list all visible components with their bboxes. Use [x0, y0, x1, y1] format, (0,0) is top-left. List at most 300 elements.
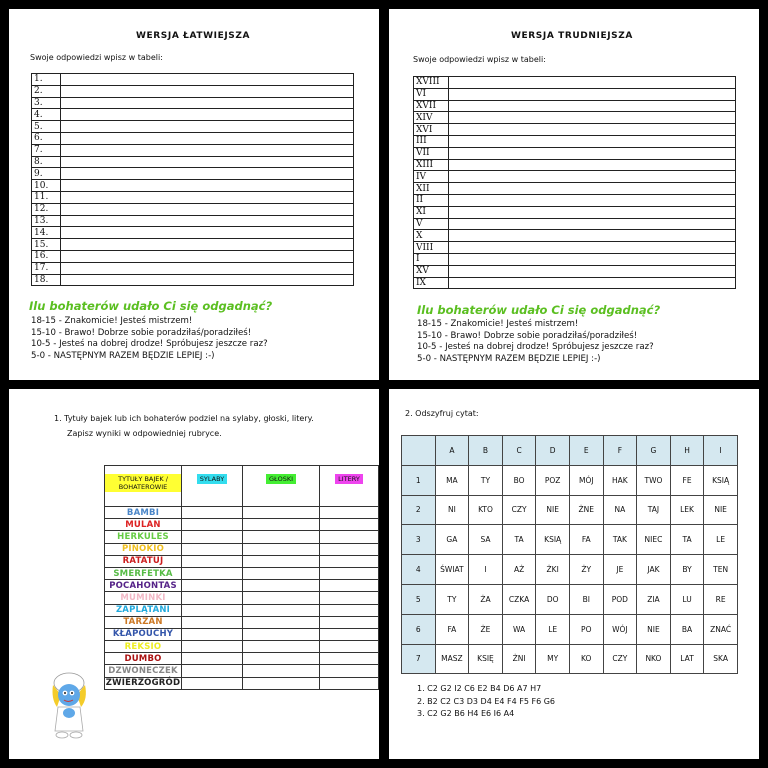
code-line: 1. C2 G2 I2 C6 E2 B4 D6 A7 H7: [417, 684, 542, 693]
letters-cell[interactable]: [320, 555, 379, 567]
hard-answer-row: [414, 206, 736, 218]
cipher-cell: WÓJ: [603, 614, 637, 644]
row-number: XII: [414, 183, 449, 195]
syllables-cell[interactable]: [182, 592, 243, 604]
letters-cell[interactable]: [320, 616, 379, 628]
phonemes-cell[interactable]: [243, 677, 320, 689]
hard-answer-row: [414, 194, 736, 206]
cipher-column-label: E: [569, 436, 603, 466]
cipher-column-label: I: [704, 436, 738, 466]
cipher-row-label: 4: [402, 555, 436, 585]
hard-version-panel: [389, 9, 759, 380]
cipher-cell: BY: [670, 555, 704, 585]
cipher-cell: TY: [469, 465, 503, 495]
easy-answer-row: [32, 144, 354, 156]
cipher-cell: TA: [670, 525, 704, 555]
title-row: [105, 543, 379, 555]
syllables-task-panel: [9, 389, 379, 759]
title-name: HERKULES: [117, 531, 169, 542]
cipher-cell: POD: [603, 584, 637, 614]
answer-cell[interactable]: [61, 109, 354, 121]
easy-instruction: Swoje odpowiedzi wpisz w tabeli:: [30, 53, 163, 62]
cipher-row-label: 2: [402, 495, 436, 525]
easy-answer-row: [32, 156, 354, 168]
hard-answer-row: [414, 124, 736, 136]
cipher-row: [402, 644, 738, 674]
phonemes-cell[interactable]: [243, 592, 320, 604]
title-row: [105, 519, 379, 531]
cipher-column-label: D: [536, 436, 570, 466]
cipher-row: [402, 584, 738, 614]
hard-answer-row: [414, 159, 736, 171]
syllables-cell[interactable]: [182, 653, 243, 665]
cipher-cell: FA: [569, 525, 603, 555]
row-number: 8.: [32, 156, 61, 168]
row-number: 16.: [32, 250, 61, 262]
cipher-row-label: 1: [402, 465, 436, 495]
syllables-cell[interactable]: [182, 543, 243, 555]
header-cell: [320, 466, 379, 507]
answer-cell[interactable]: [449, 159, 736, 171]
code-line: 2. B2 C2 C3 D3 D4 E4 F4 F5 F6 G6: [417, 696, 555, 706]
syllables-cell[interactable]: [182, 641, 243, 653]
cipher-cell: SA: [469, 525, 503, 555]
phonemes-cell[interactable]: [243, 653, 320, 665]
phonemes-cell[interactable]: [243, 616, 320, 628]
cipher-row: [402, 555, 738, 585]
cipher-cell: NIE: [637, 614, 671, 644]
cipher-codes: [417, 683, 555, 721]
letters-cell[interactable]: [320, 641, 379, 653]
phonemes-cell[interactable]: [243, 531, 320, 543]
title-row: [105, 665, 379, 677]
cipher-cell: NIE: [536, 495, 570, 525]
cipher-cell: ŻE: [469, 614, 503, 644]
syllables-cell[interactable]: [182, 555, 243, 567]
title-name: BAMBI: [126, 507, 160, 518]
hard-answer-row: [414, 88, 736, 100]
answer-cell[interactable]: [61, 191, 354, 203]
row-number: III: [414, 135, 449, 147]
syllables-cell[interactable]: [182, 604, 243, 616]
title-row: [105, 641, 379, 653]
cipher-cell: BA: [670, 614, 704, 644]
letters-cell[interactable]: [320, 653, 379, 665]
header-syllables: SYLABY: [197, 474, 227, 484]
cipher-cell: LE: [536, 614, 570, 644]
cipher-cell: MASZ: [435, 644, 469, 674]
hard-answer-row: [414, 242, 736, 254]
cipher-cell: LE: [704, 525, 738, 555]
hard-answer-row: [414, 100, 736, 112]
answer-cell[interactable]: [449, 206, 736, 218]
title-cell: [105, 665, 182, 677]
phonemes-cell[interactable]: [243, 604, 320, 616]
answer-cell[interactable]: [449, 218, 736, 230]
row-number: 7.: [32, 144, 61, 156]
cipher-cell: WA: [502, 614, 536, 644]
row-number: 3.: [32, 97, 61, 109]
answer-cell[interactable]: [449, 135, 736, 147]
letters-cell[interactable]: [320, 604, 379, 616]
cipher-row-label: 5: [402, 584, 436, 614]
cipher-cell: MÓJ: [569, 465, 603, 495]
letters-cell[interactable]: [320, 665, 379, 677]
phonemes-cell[interactable]: [243, 665, 320, 677]
answer-cell[interactable]: [449, 124, 736, 136]
easy-answer-row: [32, 97, 354, 109]
answer-cell[interactable]: [61, 74, 354, 86]
hard-answer-row: [414, 147, 736, 159]
phonemes-cell[interactable]: [243, 555, 320, 567]
letters-cell[interactable]: [320, 592, 379, 604]
cipher-cell: PO: [569, 614, 603, 644]
title-cell: [105, 677, 182, 689]
phonemes-cell[interactable]: [243, 543, 320, 555]
answer-cell[interactable]: [61, 121, 354, 133]
easy-answer-row: [32, 262, 354, 274]
letters-cell[interactable]: [320, 677, 379, 689]
cipher-column-label: B: [469, 436, 503, 466]
cipher-title: 2. Odszyfruj cytat:: [405, 409, 479, 418]
row-number: 1.: [32, 74, 61, 86]
hard-answer-row: [414, 218, 736, 230]
cipher-cell: MY: [536, 644, 570, 674]
row-number: XIII: [414, 159, 449, 171]
cipher-cell: FE: [670, 465, 704, 495]
cipher-row-label: 3: [402, 525, 436, 555]
title-row: [105, 567, 379, 579]
row-number: II: [414, 194, 449, 206]
answer-cell[interactable]: [61, 215, 354, 227]
title-cell: [105, 641, 182, 653]
title-cell: [105, 604, 182, 616]
cipher-cell: TY: [435, 584, 469, 614]
title-name: SMERFETKA: [113, 568, 173, 579]
syllables-cell[interactable]: [182, 580, 243, 592]
cipher-cell: KSIĄ: [536, 525, 570, 555]
phonemes-cell[interactable]: [243, 628, 320, 640]
cipher-column-label: F: [603, 436, 637, 466]
title-row: [105, 507, 379, 519]
easy-answer-row: [32, 109, 354, 121]
row-number: IX: [414, 277, 449, 289]
title-row: [105, 677, 379, 689]
row-number: 15.: [32, 239, 61, 251]
letters-cell[interactable]: [320, 567, 379, 579]
hard-instruction: Swoje odpowiedzi wpisz w tabeli:: [413, 55, 546, 64]
answer-cell[interactable]: [61, 250, 354, 262]
hard-answer-row: [414, 265, 736, 277]
syllables-cell[interactable]: [182, 519, 243, 531]
row-number: XVII: [414, 100, 449, 112]
syllables-cell[interactable]: [182, 616, 243, 628]
answer-cell[interactable]: [61, 97, 354, 109]
code-line: 3. C2 G2 B6 H4 E6 I6 A4: [417, 709, 515, 718]
row-number: XV: [414, 265, 449, 277]
row-number: I: [414, 253, 449, 265]
cipher-row-label: 6: [402, 614, 436, 644]
cipher-row: [402, 614, 738, 644]
title-row: [105, 580, 379, 592]
cipher-cell: JE: [603, 555, 637, 585]
header-titles: TYTUŁY BAJEK / BOHATEROWIE: [105, 474, 181, 492]
cipher-column-label: G: [637, 436, 671, 466]
title-row: [105, 531, 379, 543]
answer-cell[interactable]: [61, 262, 354, 274]
easy-score-list: [31, 316, 268, 362]
cipher-cell: POZ: [536, 465, 570, 495]
score-line: 10-5 - Jesteś na dobrej drodze! Spróbujesz jeszcze raz?: [417, 342, 654, 352]
hard-answer-row: [414, 183, 736, 195]
title-name: DZWONECZEK: [108, 666, 178, 677]
hard-answer-row: [414, 112, 736, 124]
letters-cell[interactable]: [320, 507, 379, 519]
hard-answer-row: [414, 135, 736, 147]
row-number: 2.: [32, 85, 61, 97]
score-line: 5-0 - NASTĘPNYM RAZEM BĘDZIE LEPIEJ :-): [31, 350, 215, 361]
easy-answer-table: [31, 73, 354, 286]
answer-cell[interactable]: [449, 183, 736, 195]
title-cell: [105, 592, 182, 604]
answer-cell[interactable]: [61, 239, 354, 251]
title-row: [105, 653, 379, 665]
title-name: MUMINKI: [120, 592, 166, 603]
answer-cell[interactable]: [61, 144, 354, 156]
score-line: 10-5 - Jesteś na dobrej drodze! Spróbujesz jeszcze raz?: [31, 339, 268, 349]
cipher-cell: NIEC: [637, 525, 671, 555]
score-line: 5-0 - NASTĘPNYM RAZEM BĘDZIE LEPIEJ :-): [417, 353, 601, 364]
answer-cell[interactable]: [61, 85, 354, 97]
syllables-cell[interactable]: [182, 677, 243, 689]
answer-cell[interactable]: [449, 147, 736, 159]
cipher-cell: ŻKI: [536, 555, 570, 585]
phonemes-cell[interactable]: [243, 580, 320, 592]
row-number: 5.: [32, 121, 61, 133]
task-line-1: 1. Tytuły bajek lub ich bohaterów podziel na sylaby, głoski, litery.: [54, 414, 314, 423]
cipher-cell: ŻNE: [569, 495, 603, 525]
cipher-cell: TEN: [704, 555, 738, 585]
hard-title: WERSJA TRUDNIEJSZA: [511, 31, 633, 41]
cipher-cell: LAT: [670, 644, 704, 674]
answer-cell[interactable]: [449, 253, 736, 265]
title-cell: [105, 531, 182, 543]
cipher-cell: KO: [569, 644, 603, 674]
row-number: VI: [414, 88, 449, 100]
cipher-column-label: A: [435, 436, 469, 466]
cipher-cell: ZNAĆ: [704, 614, 738, 644]
row-number: 18.: [32, 274, 61, 286]
task-instruction: [54, 411, 314, 441]
cipher-cell: TAK: [603, 525, 637, 555]
title-cell: [105, 555, 182, 567]
cipher-corner: [402, 436, 436, 466]
syllables-cell[interactable]: [182, 531, 243, 543]
answer-cell[interactable]: [449, 194, 736, 206]
easy-answer-row: [32, 74, 354, 86]
row-number: 12.: [32, 203, 61, 215]
hard-answer-row: [414, 171, 736, 183]
hard-answer-row: [414, 230, 736, 242]
title-cell: [105, 580, 182, 592]
row-number: X: [414, 230, 449, 242]
easy-answer-row: [32, 180, 354, 192]
row-number: 10.: [32, 180, 61, 192]
phonemes-cell[interactable]: [243, 507, 320, 519]
answer-cell[interactable]: [449, 171, 736, 183]
title-cell: [105, 616, 182, 628]
header-cell: [105, 466, 182, 507]
row-number: XI: [414, 206, 449, 218]
hard-score-question: Ilu bohaterów udało Ci się odgadnąć?: [417, 303, 661, 317]
cipher-cell: CZY: [603, 644, 637, 674]
answer-cell[interactable]: [61, 132, 354, 144]
cipher-panel: [389, 389, 759, 759]
answer-cell[interactable]: [449, 77, 736, 89]
easy-answer-row: [32, 274, 354, 286]
title-name: DUMBO: [124, 653, 162, 664]
row-number: V: [414, 218, 449, 230]
cipher-header-row: [402, 436, 738, 466]
title-name: MULAN: [125, 519, 161, 530]
answer-cell[interactable]: [61, 156, 354, 168]
syllables-cell[interactable]: [182, 507, 243, 519]
cipher-column-label: H: [670, 436, 704, 466]
answer-cell[interactable]: [61, 227, 354, 239]
answer-cell[interactable]: [61, 168, 354, 180]
row-number: IV: [414, 171, 449, 183]
header-phonemes: GŁOSKI: [266, 474, 296, 484]
cipher-cell: KSIĄ: [704, 465, 738, 495]
cipher-cell: DO: [536, 584, 570, 614]
easy-answer-row: [32, 250, 354, 262]
answer-cell[interactable]: [449, 277, 736, 289]
title-name: ZAPLĄTANI: [115, 605, 171, 616]
hard-answer-row: [414, 253, 736, 265]
syllables-cell[interactable]: [182, 567, 243, 579]
phonemes-cell[interactable]: [243, 567, 320, 579]
cipher-row: [402, 495, 738, 525]
easy-version-panel: [9, 9, 379, 380]
cipher-cell: FA: [435, 614, 469, 644]
title-cell: [105, 507, 182, 519]
cipher-cell: JAK: [637, 555, 671, 585]
title-row: [105, 616, 379, 628]
row-number: 13.: [32, 215, 61, 227]
row-number: 17.: [32, 262, 61, 274]
syllables-cell[interactable]: [182, 665, 243, 677]
row-number: VII: [414, 147, 449, 159]
letters-cell[interactable]: [320, 628, 379, 640]
title-cell: [105, 628, 182, 640]
cipher-cell: ŻA: [469, 584, 503, 614]
hard-answer-row: [414, 77, 736, 89]
cipher-cell: ŻY: [569, 555, 603, 585]
cipher-cell: TAJ: [637, 495, 671, 525]
smurfette-illustration: [45, 665, 89, 745]
cipher-cell: ŻNI: [502, 644, 536, 674]
answer-cell[interactable]: [449, 100, 736, 112]
title-name: PINOKIO: [121, 544, 165, 555]
hard-answer-row: [414, 277, 736, 289]
title-cell: [105, 567, 182, 579]
easy-answer-row: [32, 215, 354, 227]
letters-cell[interactable]: [320, 531, 379, 543]
cipher-cell: NA: [603, 495, 637, 525]
answer-cell[interactable]: [449, 242, 736, 254]
answer-cell[interactable]: [61, 274, 354, 286]
answer-cell[interactable]: [449, 230, 736, 242]
title-row: [105, 628, 379, 640]
cipher-cell: GA: [435, 525, 469, 555]
title-name: RATATUJ: [122, 556, 164, 567]
cipher-cell: ZIA: [637, 584, 671, 614]
easy-score-question: Ilu bohaterów udało Ci się odgadnąć?: [29, 299, 273, 313]
answer-cell[interactable]: [449, 265, 736, 277]
score-line: 18-15 - Znakomicie! Jesteś mistrzem!: [31, 316, 193, 326]
answer-cell[interactable]: [449, 88, 736, 100]
easy-answer-row: [32, 121, 354, 133]
easy-answer-row: [32, 132, 354, 144]
row-number: 4.: [32, 109, 61, 121]
title-cell: [105, 519, 182, 531]
cipher-row-label: 7: [402, 644, 436, 674]
answer-cell[interactable]: [61, 203, 354, 215]
cipher-cell: CZY: [502, 495, 536, 525]
cipher-cell: TWO: [637, 465, 671, 495]
row-number: XVIII: [414, 77, 449, 89]
score-line: 15-10 - Brawo! Dobrze sobie poradziłaś/poradziłeś!: [417, 330, 638, 341]
letters-cell[interactable]: [320, 519, 379, 531]
easy-answer-row: [32, 203, 354, 215]
answer-cell[interactable]: [61, 180, 354, 192]
header-letters: LITERY: [335, 474, 363, 484]
cipher-cell: BI: [569, 584, 603, 614]
title-name: TARZAN: [123, 617, 163, 628]
titles-table: [104, 465, 379, 690]
row-number: 9.: [32, 168, 61, 180]
cipher-cell: CZKA: [502, 584, 536, 614]
cipher-cell: NKO: [637, 644, 671, 674]
easy-answer-row: [32, 168, 354, 180]
row-number: 6.: [32, 132, 61, 144]
cipher-cell: SKA: [704, 644, 738, 674]
syllables-cell[interactable]: [182, 628, 243, 640]
cipher-cell: MA: [435, 465, 469, 495]
cipher-cell: KTO: [469, 495, 503, 525]
cipher-row: [402, 525, 738, 555]
cipher-cell: I: [469, 555, 503, 585]
letters-cell[interactable]: [320, 580, 379, 592]
letters-cell[interactable]: [320, 543, 379, 555]
easy-answer-row: [32, 85, 354, 97]
cipher-cell: RE: [704, 584, 738, 614]
score-line: 15-10 - Brawo! Dobrze sobie poradziłaś/poradziłeś!: [31, 327, 252, 338]
cipher-cell: TA: [502, 525, 536, 555]
hard-answer-table: [413, 76, 736, 289]
title-row: [105, 555, 379, 567]
cipher-table: [401, 435, 738, 674]
cipher-column-label: C: [502, 436, 536, 466]
title-name: ZWIERZOGRÓD: [105, 678, 181, 689]
phonemes-cell[interactable]: [243, 641, 320, 653]
phonemes-cell[interactable]: [243, 519, 320, 531]
answer-cell[interactable]: [449, 112, 736, 124]
header-cell: [243, 466, 320, 507]
header-cell: [182, 466, 243, 507]
cipher-cell: ŚWIAT: [435, 555, 469, 585]
title-name: KŁAPOUCHY: [112, 629, 174, 640]
